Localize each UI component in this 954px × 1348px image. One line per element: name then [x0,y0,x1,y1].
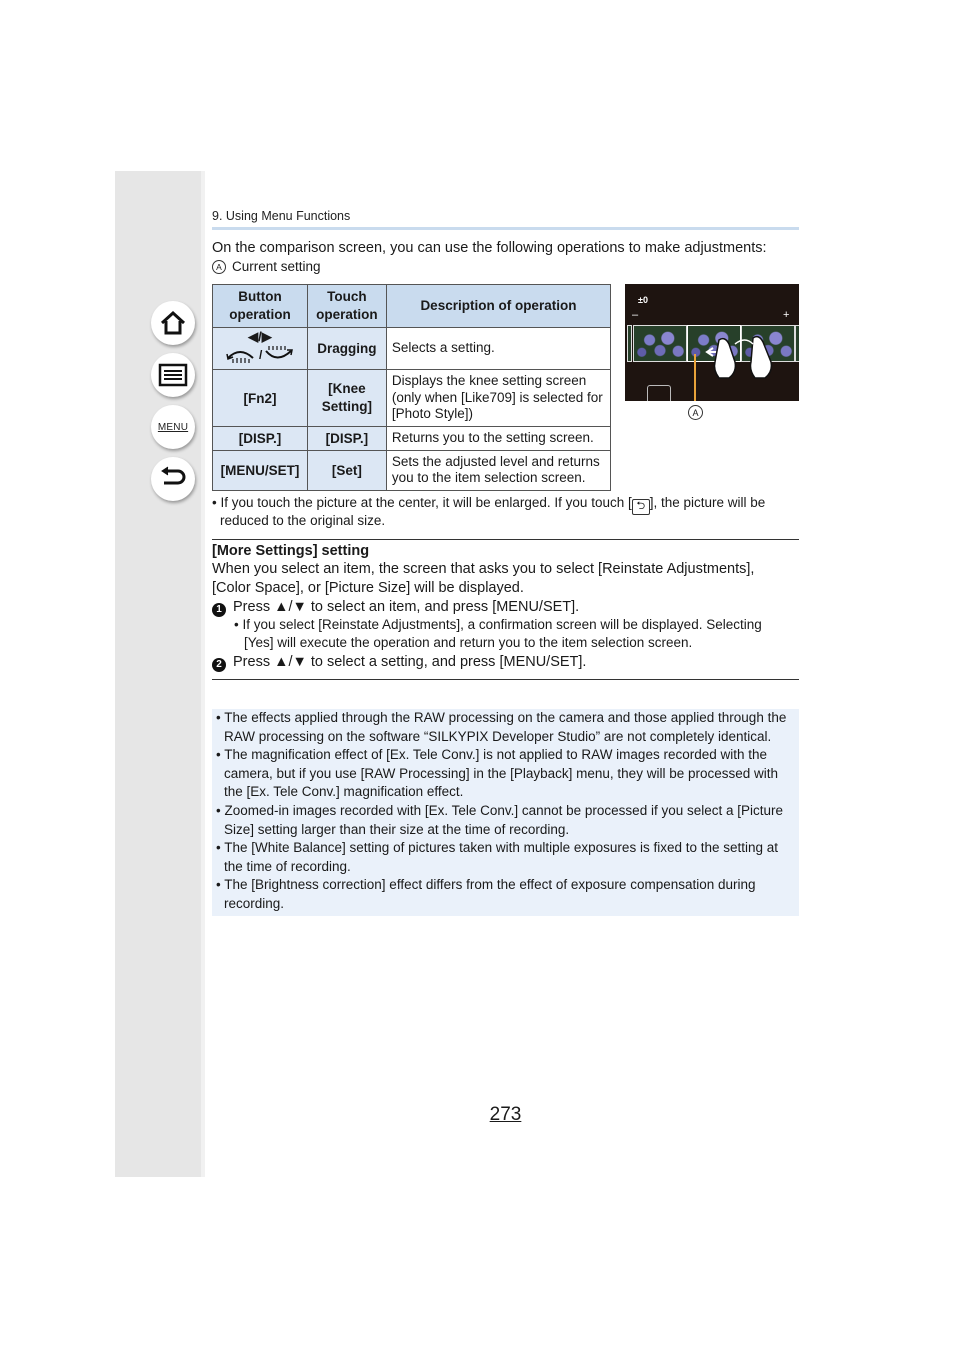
description-cell: Sets the adjusted level and returns you to the item selection screen. [386,450,610,490]
button-cell: [Fn2] [213,370,308,427]
more-settings-text: When you select an item, the screen that asks you to select [Reinstate Adjustments], [212,561,755,577]
more-settings-heading: [More Settings] setting [212,543,370,559]
list-icon [158,363,188,387]
column-header: Button operation [213,285,308,328]
current-setting-marker-line [694,354,696,401]
button-cell: [MENU/SET] [213,450,308,490]
table-header-row [213,285,611,328]
minus-label: – [632,309,639,321]
page-number: 273 [489,1104,522,1125]
operations-table [212,284,611,491]
note-item: • The effects applied through the RAW processing on the camera and those applied through the RAW processing on the software “SILKYPIX Developer Studio” are not completely identical. [216,710,787,744]
note-item: • Zoomed-in images recorded with [Ex. Tele Conv.] cannot be processed if you select a [Picture Size] setting larger than their size at the time of recording. [216,802,784,837]
cursor-button-label: ◀/▶ [248,329,272,344]
step-1 [212,598,579,617]
sidebar-edge [201,171,205,1177]
step-2 [212,653,586,672]
back-button[interactable] [151,457,195,501]
plus-label: + [783,309,790,321]
thumbnail-partial [795,325,799,362]
menu-button[interactable] [151,405,195,449]
note-item: • The [Brightness correction] effect differs from the effect of exposure compensation during recording. [216,877,756,911]
touch-cell: [Knee Setting] [307,370,386,427]
table-row [213,450,611,490]
description-cell: Selects a setting. [386,328,610,370]
description-cell: Returns you to the setting screen. [386,427,610,451]
note-item: • The [White Balance] setting of pictures taken with multiple exposures is fixed to the setting at the time of recording. [216,840,779,874]
note-text: The [White Balance] setting of pictures taken with multiple exposures is fixed to the setting at the time of recording. [224,840,779,874]
dial-icon [225,344,295,364]
step-1-note-cont: [Yes] will execute the operation and return you to the item selection screen. [244,635,693,650]
column-header: Description of operation [386,285,610,328]
note-item: • The magnification effect of [Ex. Tele Conv.] is not applied to RAW images recorded with the camera, but if you use [RAW Processing] in the [Playback] menu, they will be processed with the [Ex. Tele Conv.] magnification effect. [216,747,779,800]
step-number: 1 [212,603,226,617]
table-row [213,427,611,451]
home-icon [159,309,187,337]
comparison-screen-illustration [625,284,799,401]
intro-text: On the comparison screen, you can use the following operations to make adjustments: [212,240,767,256]
thumbnail [633,325,687,362]
note-text: Zoomed-in images recorded with [Ex. Tele Conv.] cannot be processed if you select a [Picture Size] setting larger than their size at the time of recording. [224,802,784,837]
menu-label: MENU [157,421,189,433]
divider [212,539,799,540]
section-divider [212,227,799,230]
legend-marker: A [212,260,226,274]
note-text: The [Brightness correction] effect differs from the effect of exposure compensation during recording. [224,877,756,911]
step-number: 2 [212,658,226,672]
touch-note-line2: reduced to the original size. [220,513,386,528]
return-touch-tab [647,385,671,401]
touch-cell: [DISP.] [307,427,386,451]
step-text: Press ▲/▼ to select an item, and press [MENU/SET]. [233,599,580,615]
thumbnail-partial [627,325,632,362]
table-row [213,370,611,427]
step-text: Press ▲/▼ to select a setting, and press [MENU/SET]. [233,654,587,670]
exposure-value: ±0 [638,295,648,305]
note-text: The effects applied through the RAW processing on the camera and those applied through the RAW processing on the software “SILKYPIX Developer Studio” are not completely identical. [224,710,787,744]
touch-note-after: ], the picture will be [649,495,766,510]
note-text: The magnification effect of [Ex. Tele Conv.] is not applied to RAW images recorded with the camera, but if you use [RAW Processing] in the [Playback] menu, they will be processed with the [Ex. Tele Conv.] magnification effect. [224,747,779,800]
button-cell: [DISP.] [213,427,308,451]
current-setting-marker: A [688,405,703,420]
return-icon: ⮌ [632,499,650,515]
table-row [213,328,611,370]
touch-cell: [Set] [307,450,386,490]
return-icon [159,466,187,492]
more-settings-text: [Color Space], or [Picture Size] will be displayed. [212,580,524,596]
divider [212,679,799,680]
legend [212,258,321,276]
legend-text: Current setting [232,259,321,274]
section-label: 9. Using Menu Functions [212,209,351,223]
contents-button[interactable] [151,353,195,397]
home-button[interactable] [151,301,195,345]
notes-box [212,709,799,916]
step-1-note: • If you select [Reinstate Adjustments], a confirmation screen will be displayed. Selecting [234,617,762,632]
svg-text:/: / [258,348,263,362]
drag-gesture-icon [705,332,795,382]
touch-cell: Dragging [307,328,386,370]
column-header: Touch operation [307,285,386,328]
description-cell: Displays the knee setting screen (only when [Like709] is selected for [Photo Style]) [386,370,610,427]
touch-note-before: • If you touch the picture at the center, it will be enlarged. If you touch [ [212,495,632,510]
button-cell [213,328,308,370]
